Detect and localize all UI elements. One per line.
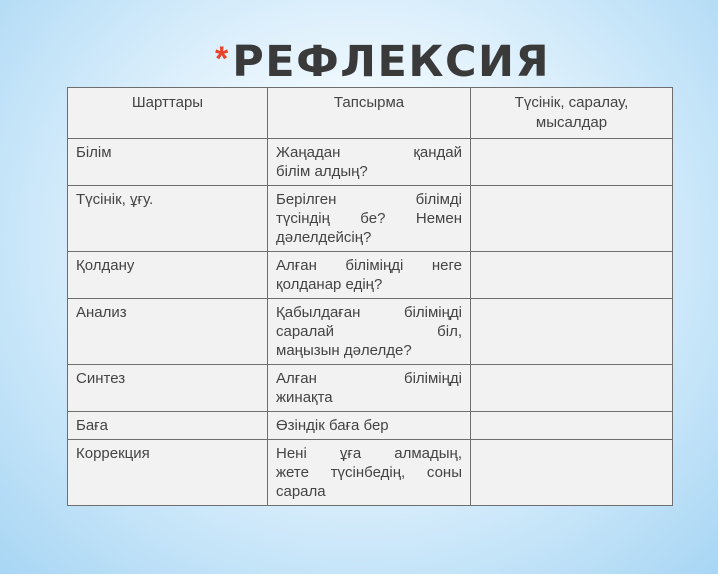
answer-cell[interactable] bbox=[471, 139, 673, 186]
table-row bbox=[68, 412, 673, 440]
task-line: Нені ұға алмадың, bbox=[276, 445, 462, 462]
table-row bbox=[68, 440, 673, 506]
slide-title bbox=[215, 36, 550, 88]
table-row bbox=[68, 186, 673, 252]
title-text: РЕФЛЕКСИЯ bbox=[232, 37, 551, 87]
task-cell bbox=[268, 365, 471, 412]
task-line: қолданар едің? bbox=[276, 276, 383, 293]
criterion-cell: Қолдану bbox=[68, 252, 268, 299]
task-cell bbox=[268, 139, 471, 186]
task-line: жете түсінбедің, соны bbox=[276, 464, 462, 481]
task-line: түсіндің бе? Немен bbox=[276, 210, 462, 227]
answer-cell[interactable] bbox=[471, 412, 673, 440]
criterion-cell: Түсінік, ұғу. bbox=[68, 186, 268, 252]
task-line: сарала bbox=[276, 483, 326, 500]
task-line: Жаңадан қандай bbox=[276, 144, 462, 161]
task-line: Қабылдаған біліміңді bbox=[276, 304, 462, 321]
task-cell bbox=[268, 252, 471, 299]
task-cell bbox=[268, 299, 471, 365]
asterisk-icon: * bbox=[215, 40, 229, 78]
answer-cell[interactable] bbox=[471, 186, 673, 252]
criterion-cell: Баға bbox=[68, 412, 268, 440]
table-row bbox=[68, 365, 673, 412]
reflection-table bbox=[67, 87, 673, 506]
task-line: жинақта bbox=[276, 389, 333, 406]
table-row bbox=[68, 139, 673, 186]
task-line: дәлелдейсің? bbox=[276, 229, 372, 246]
task-line: Өзіндік баға бер bbox=[276, 417, 389, 434]
task-line: Алған біліміңді неге bbox=[276, 257, 462, 274]
header-criteria: Шарттары bbox=[68, 88, 268, 139]
task-line: маңызын дәлелде? bbox=[276, 342, 412, 359]
task-line: білім алдың? bbox=[276, 163, 368, 180]
table-row bbox=[68, 299, 673, 365]
table-row bbox=[68, 252, 673, 299]
criterion-cell: Синтез bbox=[68, 365, 268, 412]
task-line: Берілген білімді bbox=[276, 191, 462, 208]
criterion-cell: Анализ bbox=[68, 299, 268, 365]
answer-cell[interactable] bbox=[471, 299, 673, 365]
answer-cell[interactable] bbox=[471, 440, 673, 506]
task-line: Алған біліміңді bbox=[276, 370, 462, 387]
header-task: Тапсырма bbox=[268, 88, 471, 139]
answer-cell[interactable] bbox=[471, 252, 673, 299]
answer-cell[interactable] bbox=[471, 365, 673, 412]
criterion-cell: Білім bbox=[68, 139, 268, 186]
task-cell bbox=[268, 440, 471, 506]
header-answers bbox=[471, 88, 673, 139]
header-answers-text: Түсінік, саралау, мысалдар bbox=[514, 94, 629, 131]
criterion-cell: Коррекция bbox=[68, 440, 268, 506]
header-row bbox=[68, 88, 673, 139]
task-cell bbox=[268, 412, 471, 440]
task-line: саралай біл, bbox=[276, 323, 462, 340]
task-cell bbox=[268, 186, 471, 252]
